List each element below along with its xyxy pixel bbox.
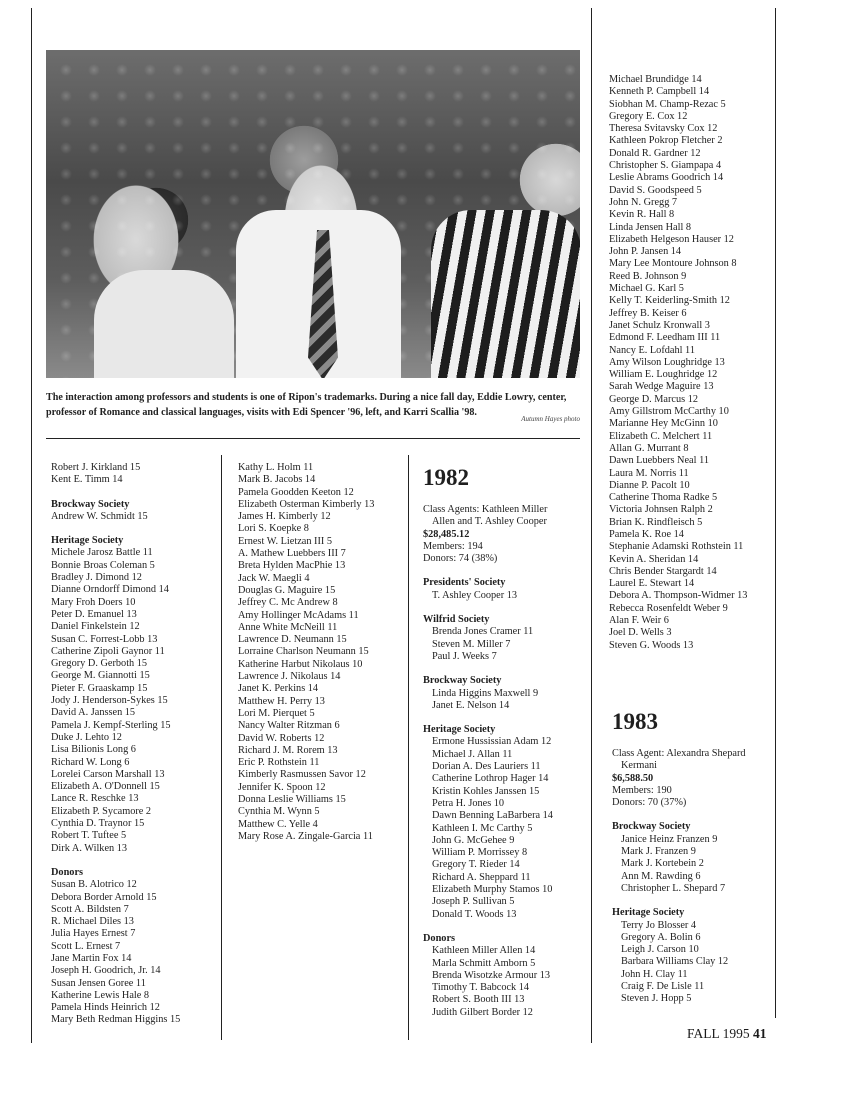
donor-entry: Lawrence J. Nikolaus 14 [238,671,341,683]
donor-entry: Ermone Hussissian Adam 12 [432,736,552,748]
donor-entry: Michael Brundidge 14 [609,74,702,85]
donor-entry: Reed B. Johnson 9 [609,270,687,282]
donor-entry: Dirk A. Wilken 13 [51,842,128,854]
donor-entry: George D. Marcus 12 [609,393,699,405]
donor-entry: Stephanie Adamski Rothstein 11 [609,541,744,553]
donor-entry: David W. Roberts 12 [238,732,325,744]
donor-entry: Elizabeth A. O'Donnell 15 [51,781,160,793]
donor-entry: Sarah Wedge Maguire 13 [609,381,714,393]
donor-entry: Nancy E. Lofdahl 11 [609,344,695,356]
donor-entry: Dawn Luebbers Neal 11 [609,455,709,467]
donor-entry: Nancy Walter Ritzman 6 [238,720,340,732]
donor-entry: Breta Hylden MacPhie 13 [238,560,346,572]
rule-col1-col2 [221,455,222,1040]
donor-entry: Elizabeth P. Sycamore 2 [51,805,152,817]
donor-entry: Robert S. Booth III 13 [432,994,525,1006]
donor-entry: Catherine Zipoli Gaynor 11 [51,645,165,657]
donor-entry: Mark J. Kortebein 2 [621,858,704,870]
section-gap [423,602,553,614]
donor-entry: Michael J. Allan 11 [432,748,513,760]
donor-entry: Kathy L. Holm 11 [238,462,314,473]
society-heading: Donors [51,866,84,878]
donor-entry: Timothy T. Babcock 14 [432,982,530,994]
donor-entry: Steven G. Woods 13 [609,639,694,651]
donor-entry: Anne White McNeill 11 [238,621,338,633]
donor-entry: R. Michael Diles 13 [51,916,134,928]
donor-entry: Janet E. Nelson 14 [432,699,510,711]
photo-student-right [431,210,580,378]
donor-entry: Cynthia D. Traynor 15 [51,818,145,830]
donor-entry: Lorelei Carson Marshall 13 [51,768,165,780]
donor-entry: Ann M. Rawding 6 [621,870,701,882]
donor-entry: Lori M. Pierquet 5 [238,707,315,719]
donor-entry: Ernest W. Lietzan III 5 [238,535,333,547]
donor-entry: Kelly T. Keiderling-Smith 12 [609,295,730,307]
donor-entry: Richard A. Sheppard 11 [432,871,531,883]
donor-entry: Donald T. Woods 13 [432,908,517,920]
donor-entry: Kathleen Miller Allen 14 [432,945,536,957]
rule-photo-divider [591,8,592,1043]
donor-entry: Pamela J. Kempf-Sterling 15 [51,719,171,731]
donor-entry: Katherine Lewis Hale 8 [51,989,150,1001]
column-5-class-1983 [612,708,746,1006]
section-gap [612,895,746,907]
donor-entry: Kristin Kohles Janssen 15 [432,785,540,797]
rule-left-margin [31,8,32,1043]
column-3-class-1982 [423,464,553,1019]
donor-entry: Dianne Orndorff Dimond 14 [51,584,169,596]
donor-entry: Kimberly Rasmussen Savor 12 [238,769,366,781]
donor-entry: Leigh J. Carson 10 [621,944,699,956]
donor-entry: Craig F. De Lisle 11 [621,981,705,993]
donor-entry: David A. Janssen 15 [51,707,136,719]
donor-entry: Laurel E. Stewart 14 [609,578,695,590]
donor-entry: Pamela Hinds Heinrich 12 [51,1002,160,1014]
donor-entry: Elizabeth Helgeson Hauser 12 [609,233,734,245]
donor-entry: Richard W. Long 6 [51,756,130,768]
donor-entry: Mark J. Franzen 9 [621,846,696,858]
society-heading: Wilfrid Society [423,614,490,626]
donor-entry: Pieter F. Graaskamp 15 [51,682,148,694]
donor-entry: Steven J. Hopp 5 [621,993,692,1005]
donor-entry: Donald R. Gardner 12 [609,147,701,159]
society-heading: Heritage Society [612,907,685,919]
donor-entry: Janet Schulz Kronwall 3 [609,319,710,331]
class-year-heading: 1983 [612,709,658,734]
donor-entry: Susan C. Forrest-Lobb 13 [51,633,158,645]
donor-entry: Dawn Benning LaBarbera 14 [432,810,553,822]
donor-entry: Victoria Johnsen Ralph 2 [609,504,713,516]
donor-entry: Donors: 74 (38%) [423,553,498,565]
donor-entry: Duke J. Lehto 12 [51,731,122,743]
donor-entry: Bonnie Broas Coleman 5 [51,559,155,571]
donor-entry: Scott L. Ernest 7 [51,940,121,952]
donor-entry: Elizabeth Osterman Kimberly 13 [238,498,375,510]
page-number: 41 [753,1026,767,1041]
donor-entry: Kenneth P. Campbell 14 [609,86,710,98]
column-2 [238,462,374,843]
donor-entry: Robert T. Tuftee 5 [51,830,127,842]
donor-entry: William P. Morrissey 8 [432,847,528,859]
donor-entry: Barbara Williams Clay 12 [621,956,729,968]
donor-entry: Marianne Hey McGinn 10 [609,418,718,430]
donor-entry: Michael G. Karl 5 [609,283,684,295]
donor-entry: Donna Leslie Williams 15 [238,794,346,806]
rule-right-margin [775,8,776,1018]
donor-entry: Kent E. Timm 14 [51,474,123,486]
donor-entry: Jody J. Henderson-Sykes 15 [51,695,168,707]
donor-entry: Lawrence D. Neumann 15 [238,634,347,646]
campus-photo [46,50,580,378]
donor-entry: Douglas G. Maguire 15 [238,584,336,596]
donor-entry: Janice Heinz Franzen 9 [621,833,718,845]
section-gap [423,663,553,675]
donor-entry: Susan B. Alotrico 12 [51,879,137,891]
donor-entry: Pamela Goodden Keeton 12 [238,486,354,498]
society-heading: Presidents' Society [423,577,506,589]
donor-entry: Kathleen Pokrop Fletcher 2 [609,135,723,147]
donor-entry: Mary Froh Doers 10 [51,596,136,608]
donor-entry: Donors: 70 (37%) [612,797,687,809]
donor-entry: Petra H. Jones 10 [432,797,505,809]
donor-entry: Laura M. Norris 11 [609,467,689,479]
donor-entry: Lance R. Reschke 13 [51,793,139,805]
donor-entry: Jeffrey B. Keiser 6 [609,307,687,319]
donor-entry: Michele Jarosz Battle 11 [51,547,153,559]
donor-entry: Jeffrey C. Mc Andrew 8 [238,597,338,609]
photo-credit: Autumn Hayes photo [521,415,580,423]
donor-entry: A. Mathew Luebbers III 7 [238,548,346,560]
section-gap [423,712,553,724]
donor-entry: Gregory A. Bolin 6 [621,931,701,943]
donor-entry: Matthew H. Perry 13 [238,695,325,707]
donor-entry: Daniel Finkelstein 12 [51,621,140,633]
donor-entry: Mary Rose A. Zingale-Garcia 11 [238,830,373,842]
donor-entry: Siobhan M. Champ-Rezac 5 [609,98,726,110]
donor-entry: Mary Beth Redman Higgins 15 [51,1014,181,1026]
donor-entry: Debora Border Arnold 15 [51,891,157,903]
donor-entry: Bradley J. Dimond 12 [51,572,142,584]
donor-entry: Jane Martin Fox 14 [51,952,132,964]
society-heading: Donors [423,932,456,944]
donor-entry: Peter D. Emanuel 13 [51,608,137,620]
donor-entry: Amy Gillstrom McCarthy 10 [609,406,729,418]
donor-entry: John H. Clay 11 [621,968,688,980]
donor-entry: Gregory T. Rieder 14 [432,859,520,871]
donor-entry: Terry Jo Blosser 4 [621,919,697,931]
donor-entry: George M. Giannotti 15 [51,670,150,682]
donor-entry: Lorraine Charlson Neumann 15 [238,646,369,658]
donor-entry: Elizabeth Murphy Stamos 10 [432,884,553,896]
donor-entry: Judith Gilbert Border 12 [432,1006,533,1018]
donor-entry: Eric P. Rothstein 11 [238,757,320,769]
donor-entry: Scott A. Bildsten 7 [51,903,129,915]
donor-entry: Jack W. Maegli 4 [238,572,310,584]
donor-entry: Brian K. Rindfleisch 5 [609,516,703,528]
donor-entry: Steven M. Miller 7 [432,638,511,650]
donor-entry: Theresa Svitavsky Cox 12 [609,123,718,135]
section-gap [51,523,180,535]
rule-col2-col3 [408,455,409,1040]
class-total-amount: $28,485.12 [423,528,470,540]
donor-entry: Brenda Wisotzke Armour 13 [432,969,551,981]
donor-entry: Chris Bender Stargardt 14 [609,565,717,577]
donor-entry: John N. Gregg 7 [609,196,678,208]
donor-entry: Catherine Lothrop Hager 14 [432,773,549,785]
society-heading: Brockway Society [423,675,502,687]
donor-entry: Linda Higgins Maxwell 9 [432,687,539,699]
donor-entry: Members: 194 [423,540,483,552]
donor-entry: Joseph H. Goodrich, Jr. 14 [51,965,161,977]
society-heading: Brockway Society [51,498,130,510]
class-total-amount: $6,588.50 [612,772,654,784]
donor-entry: Cynthia M. Wynn 5 [238,806,320,818]
donor-entry: Mark B. Jacobs 14 [238,474,316,486]
donor-entry: Debora A. Thompson-Widmer 13 [609,590,748,602]
donor-entry: James H. Kimberly 12 [238,511,331,523]
donor-entry: Leslie Abrams Goodrich 14 [609,172,724,184]
donor-entry: John P. Jansen 14 [609,246,682,258]
photo-caption: The interaction among professors and students is one of Ripon's trademarks. During a nice fall day, Eddie Lowry, center, professor of Romance and classical languages, visits with Edi Spencer '96, left, and Karri Scallia '98. [46,392,567,418]
donor-entry: Class Agent: Alexandra Shepard [612,748,746,759]
donor-entry: Lisa Bilionis Long 6 [51,744,136,756]
section-gap [51,855,180,867]
photo-student-left [94,270,234,378]
donor-entry: Lori S. Koepke 8 [238,523,309,535]
page-footer [687,1026,767,1042]
donor-entry: Members: 190 [612,784,672,796]
donor-entry: Gregory D. Gerboth 15 [51,658,148,670]
class-year-heading: 1982 [423,465,469,490]
society-heading: Heritage Society [423,724,496,736]
issue-label: FALL 1995 [687,1026,750,1041]
donor-entry: Marla Schmitt Amborn 5 [432,957,536,969]
donor-entry: Kathleen I. Mc Carthy 5 [432,822,533,834]
column-4 [609,74,747,652]
donor-entry: Mary Lee Montoure Johnson 8 [609,258,737,270]
donor-entry: Kevin R. Hall 8 [609,209,675,221]
section-gap [612,809,746,821]
donor-entry: Elizabeth C. Melchert 11 [609,430,713,442]
donor-entry: Joseph P. Sullivan 5 [432,896,515,908]
donor-entry: Robert J. Kirkland 15 [51,462,141,473]
donor-entry: David S. Goodspeed 5 [609,184,702,196]
donor-entry: Julia Hayes Ernest 7 [51,928,136,940]
society-heading: Heritage Society [51,535,124,547]
donor-entry: Catherine Thoma Radke 5 [609,492,718,504]
donor-entry: Janet K. Perkins 14 [238,683,319,695]
donor-entry: Joel D. Wells 3 [609,627,672,639]
donor-entry: Amy Wilson Loughridge 13 [609,356,725,368]
donor-entry: Alan F. Weir 6 [609,615,669,627]
donor-entry: Linda Jensen Hall 8 [609,221,692,233]
donor-entry: Rebecca Rosenfeldt Weber 9 [609,602,728,614]
donor-entry: Kermani [621,760,658,772]
donor-entry: Allen and T. Ashley Cooper [432,516,547,528]
donor-entry: Susan Jensen Goree 11 [51,977,146,989]
donor-entry: Dorian A. Des Lauriers 11 [432,761,541,773]
donor-entry: Kevin A. Sheridan 14 [609,553,699,565]
donor-entry: Richard J. M. Rorem 13 [238,744,338,756]
section-gap [423,565,553,577]
section-gap [423,921,553,933]
donor-entry: John G. McGehee 9 [432,834,515,846]
section-gap [51,487,180,499]
column-1 [51,462,180,1027]
donor-entry: Brenda Jones Cramer 11 [432,626,534,638]
donor-entry: Amy Hollinger McAdams 11 [238,609,359,621]
rule-under-caption [46,438,580,439]
donor-entry: Allan G. Murrant 8 [609,442,689,454]
donor-entry: Pamela K. Roe 14 [609,528,684,540]
donor-entry: Christopher L. Shepard 7 [621,882,726,894]
donor-entry: William E. Loughridge 12 [609,369,718,381]
donor-entry: Andrew W. Schmidt 15 [51,510,148,522]
donor-entry: Dianne P. Pacolt 10 [609,479,690,491]
donor-entry: T. Ashley Cooper 13 [432,589,518,601]
donor-entry: Christopher S. Giampapa 4 [609,160,722,172]
donor-entry: Paul J. Weeks 7 [432,650,497,662]
donor-entry: Matthew C. Yelle 4 [238,818,318,830]
donor-entry: Jennifer K. Spoon 12 [238,781,326,793]
society-heading: Brockway Society [612,821,691,833]
donor-entry: Edmond F. Leedham III 11 [609,332,721,344]
donor-entry: Katherine Harbut Nikolaus 10 [238,658,363,670]
donor-entry: Class Agents: Kathleen Miller [423,504,548,515]
donor-entry: Gregory E. Cox 12 [609,110,688,122]
